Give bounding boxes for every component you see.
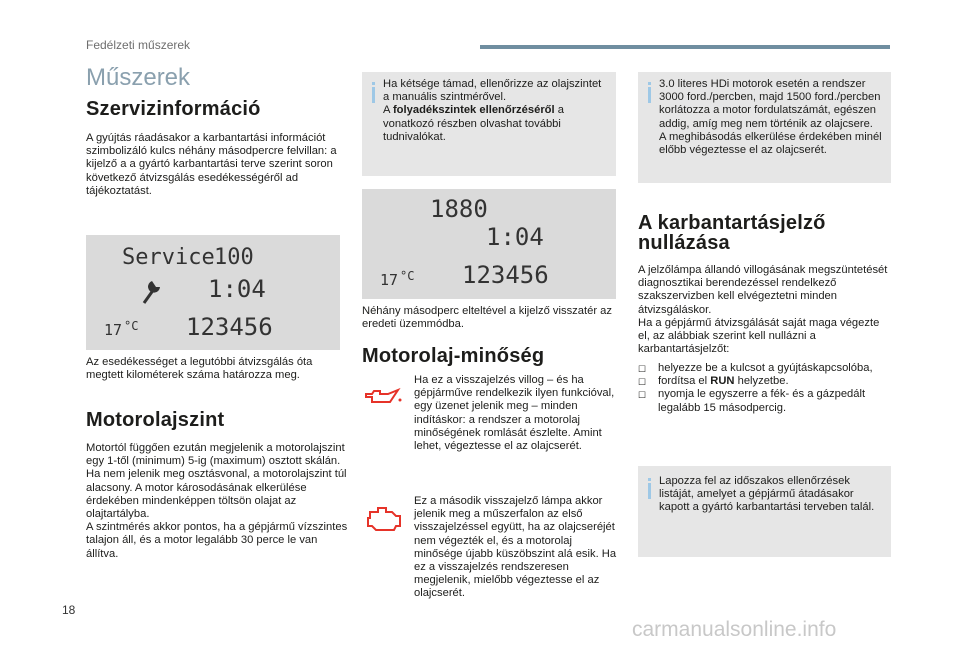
info-icon-dot [372,82,375,85]
info-icon-bar [648,483,651,499]
info-icon-bar [648,87,651,103]
info-service-list-text: Lapozza fel az időszakos ellenőrzések listáját, amelyet a gépjármű átadásakor kapott a gyártó karbantartási terveben talál. [659,475,875,514]
display-temp: 17 [380,271,399,289]
heading-reset-line1: A karbantartásjelző [638,212,826,234]
reset-steps [638,362,890,415]
oil-level-body: Motortól függően ezután megjelenik a motorolajszint egy 1-től (minimum) 5-ig (maximum) osztott skálán. Ha nem jelenik meg osztásvonal, a motorolajszint túl alacsony. A motor károsodásának elkerülése érdekében mindenképpen töltsön olajat az olajtartályba. A szintmérés akkor pontos, ha a gépjármű vízszintes talajon áll, és a motor legalább 30 perce le van állítva. [86,442,348,560]
reset-step: ☐ nyomja le egyszerre a fék- és a gázpedált legalább 15 másodpercig. [638,388,890,414]
info-icon-dot [648,82,651,85]
engine-warning-icon [364,504,404,532]
reset-step2-bold: RUN [710,375,735,388]
display-top-number: 1880 [430,195,488,223]
oil-quality-item1: Ha ez a visszajelzés villog – és ha gépjárműve rendelkezik ilyen funkcióval, egy üzenet jelenik meg – minden indításkor: a rendszer a motorolaj minőségének romlását észlelte. Amint lehet, végeztesse el az olajcserét. [414,374,615,453]
display-service-number: 100 [214,245,254,270]
reset-step [638,375,890,388]
oil-can-icon [364,386,404,406]
info-oil-check-bold: folyadékszintek ellenőrzéséről [392,104,555,117]
heading-service: Szervizinformáció [86,98,261,120]
display-service-text: Service [122,245,215,270]
info-oil-check-tail: a vonatkozó részben olvashat további tudnivalókat. [383,104,564,143]
display-hours: 1:04 [208,275,266,303]
display-temp-unit: °C [124,319,139,333]
watermark: carmanualsonline.info [632,618,837,641]
service-caption: Az esedékességet a legutóbbi átvizsgálás óta megtett kilométerek száma határozza meg. [86,356,313,382]
info-box-service-list [638,466,891,557]
info-icon-dot [648,478,651,481]
info-oil-check-text [383,78,605,144]
display-hours: 1:04 [486,223,544,251]
display-temp: 17 [104,321,123,339]
heading-reset [638,213,826,253]
display-odometer: 123456 [186,313,273,341]
heading-oil-quality: Motorolaj-minőség [362,345,545,367]
info-hdi-text: 3.0 literes HDi motorok esetén a rendszer 3000 ford./percben, majd 1500 ford./percben korlátozza a motor fordulatszámát, egészen addig, amíg meg nem történik az olajcsere. A meghibásodás elkerülése érdekében minél előbb végeztesse el az olajcserét. [659,78,882,157]
wrench-icon [140,277,162,305]
service-display [86,235,340,350]
reset-body: A jelzőlámpa állandó villogásának megszüntetését diagnosztikai berendezéssel rendelkező szakszervizben kell elvégeztetni minden átvizsgáláskor. Ha a gépjármű átvizsgálását saját maga végezte el, az alábbiak szerint kell nullázni a karbantartásjelzőt: [638,264,888,356]
section-header: Fedélzeti műszerek [86,38,191,52]
display-temp-unit: °C [400,269,415,283]
info-oil-check-lead: Ha kétsége támad, ellenőrizze az olajszintet a manuális szintmérővel. A [383,78,602,117]
reset-step2-post: helyzetbe. [734,375,789,388]
reset-display [362,189,616,299]
info-box-oil-check [362,72,616,176]
header-bar [480,45,890,49]
service-body: A gyújtás ráadásakor a karbantartási információt szimbolizáló kulcs néhány másodpercre felvillan: a kijelző a a gyártó karbantartási terve szerint soron következő átvizsgálás esedékességéről ad tájékoztatást. [86,132,337,197]
page-title: Műszerek [86,64,191,91]
heading-oil-level: Motorolajszint [86,409,225,431]
heading-reset-line2: nullázása [638,232,730,254]
reset-step2-pre: fordítsa el [658,375,711,388]
page-number: 18 [62,603,76,617]
display-caption: Néhány másodperc elteltével a kijelző visszatér az eredeti üzemmódba. [362,305,612,331]
info-icon-bar [372,87,375,103]
reset-step: ☐ helyezze be a kulcsot a gyújtáskapcsolóba, [638,362,890,375]
display-odometer: 123456 [462,261,549,289]
oil-quality-item2: Ez a második visszajelző lámpa akkor jelenik meg a műszerfalon az első visszajelzéssel együtt, ha az olajcseréjét nem végezték el, és a motorolaj minősége újabb küszöbszint alá esik. Ha ez a visszajelzés rendszeresen megjelenik, mielőbb végeztesse el az olajcserét. [414,495,617,600]
info-box-hdi [638,72,891,183]
